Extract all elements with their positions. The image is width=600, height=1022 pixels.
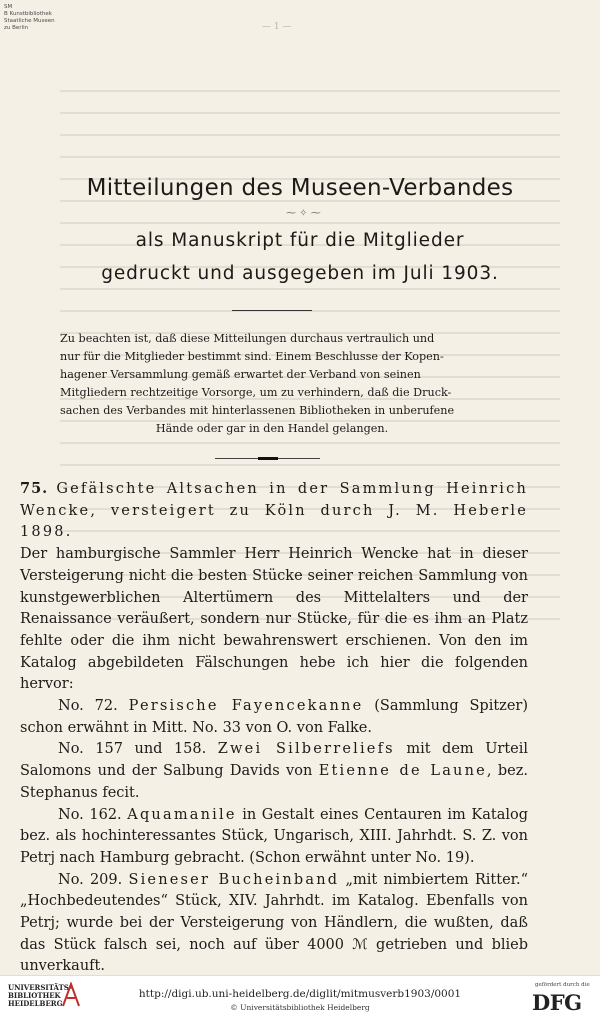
confidentiality-notice: Zu beachten ist, daß diese Mitteilungen durchaus vertraulich und nur für die Mitglieder bestimmt sind. Einem Beschlusse der Kopen- hagener Versammlung gemäß erwartet der Verband von seinen Mitgliedern rechtzeitige Vorsorge, um zu verhindern, daß die Druck- sachen des Verbandes mit hinterlassenen Bibliotheken in unberufene Hände oder gar in den Handel gelangen. [60, 332, 455, 435]
section-divider [215, 458, 320, 459]
subtitle-line-1: als Manuskript für die Mitglieder [135, 230, 465, 251]
article-heading [20, 478, 528, 544]
copyright-text: © Universitätsbibliothek Heidelberg [230, 1003, 370, 1012]
article-title: Gefälschte Altsachen in der Sammlung Heinrich Wencke, versteigert zu Köln durch J. M. Heberle 1898. [20, 481, 528, 541]
dfg-caption: gefördert durch die [535, 982, 590, 988]
article-intro: Der hamburgische Sammler Herr Heinrich Wencke hat in dieser Versteigerung nicht die besten Stücke seiner reichen Sammlung von kunstgewerblichen Altertümern des Mittelalters und der Renaissance veräußert, sondern nur Stücke, für die es ihm an Platz fehlte oder die ihm nicht bewahrenswert erschienen. Von den im Katalog abgebildeten Fälschungen hebe ich hier die folgenden hervor: [20, 546, 528, 693]
subtitle-line-2: gedruckt und ausgegeben im Juli 1903. [101, 263, 499, 284]
library-stamp: SM B Kunstbibliothek Staatliche Museen zu Berlin [4, 4, 55, 31]
catalog-item: No. 72. Persische Fayencekanne (Sammlung Spitzer) schon erwähnt in Mitt. No. 33 von O. von Falke. [20, 698, 528, 736]
divider-rule [232, 310, 312, 311]
document-title: Mitteilungen des Museen-Verbandes [86, 175, 514, 201]
catalog-item: No. 157 und 158. Zwei Silberreliefs mit dem Urteil Salomons und der Salbung Davids von Etienne de Laune, bez. Stephanus fecit. [20, 741, 529, 801]
page-mark: — 1 — [262, 22, 292, 32]
ornament-mark: ⁓ ✧ ⁓ [286, 208, 321, 219]
catalog-item: No. 162. Aquamanile in Gestalt eines Centauren im Katalog bez. als hochinteressantes Stück, Ungarisch, XIII. Jahrhdt. S. Z. von Petrj nach Hamburg gebracht. (Schon erwähnt unter No. 19). [20, 806, 529, 866]
university-library-logo[interactable]: UNIVERSITÄTS- BIBLIOTHEK HEIDELBERG [8, 983, 72, 1008]
permalink-url[interactable]: http://digi.ub.uni-heidelberg.de/diglit/mitmusverb1903/0001 [138, 988, 462, 1000]
article-number: 75. [20, 480, 49, 497]
dfg-logo[interactable]: DFG [532, 990, 582, 1015]
article-body [20, 478, 528, 975]
catalog-item: No. 209. Sieneser Bucheinband „mit nimbiertem Ritter.“ „Hochbedeutendes“ Stück, XIV. Jahrhdt. im Katalog. Ebenfalls von Petrj; wurde bei der Versteigerung von Händlern, die wußten, daß das Stück falsch sei, noch auf über 4000 ℳ getrieben und blieb unverkauft. [20, 871, 529, 975]
